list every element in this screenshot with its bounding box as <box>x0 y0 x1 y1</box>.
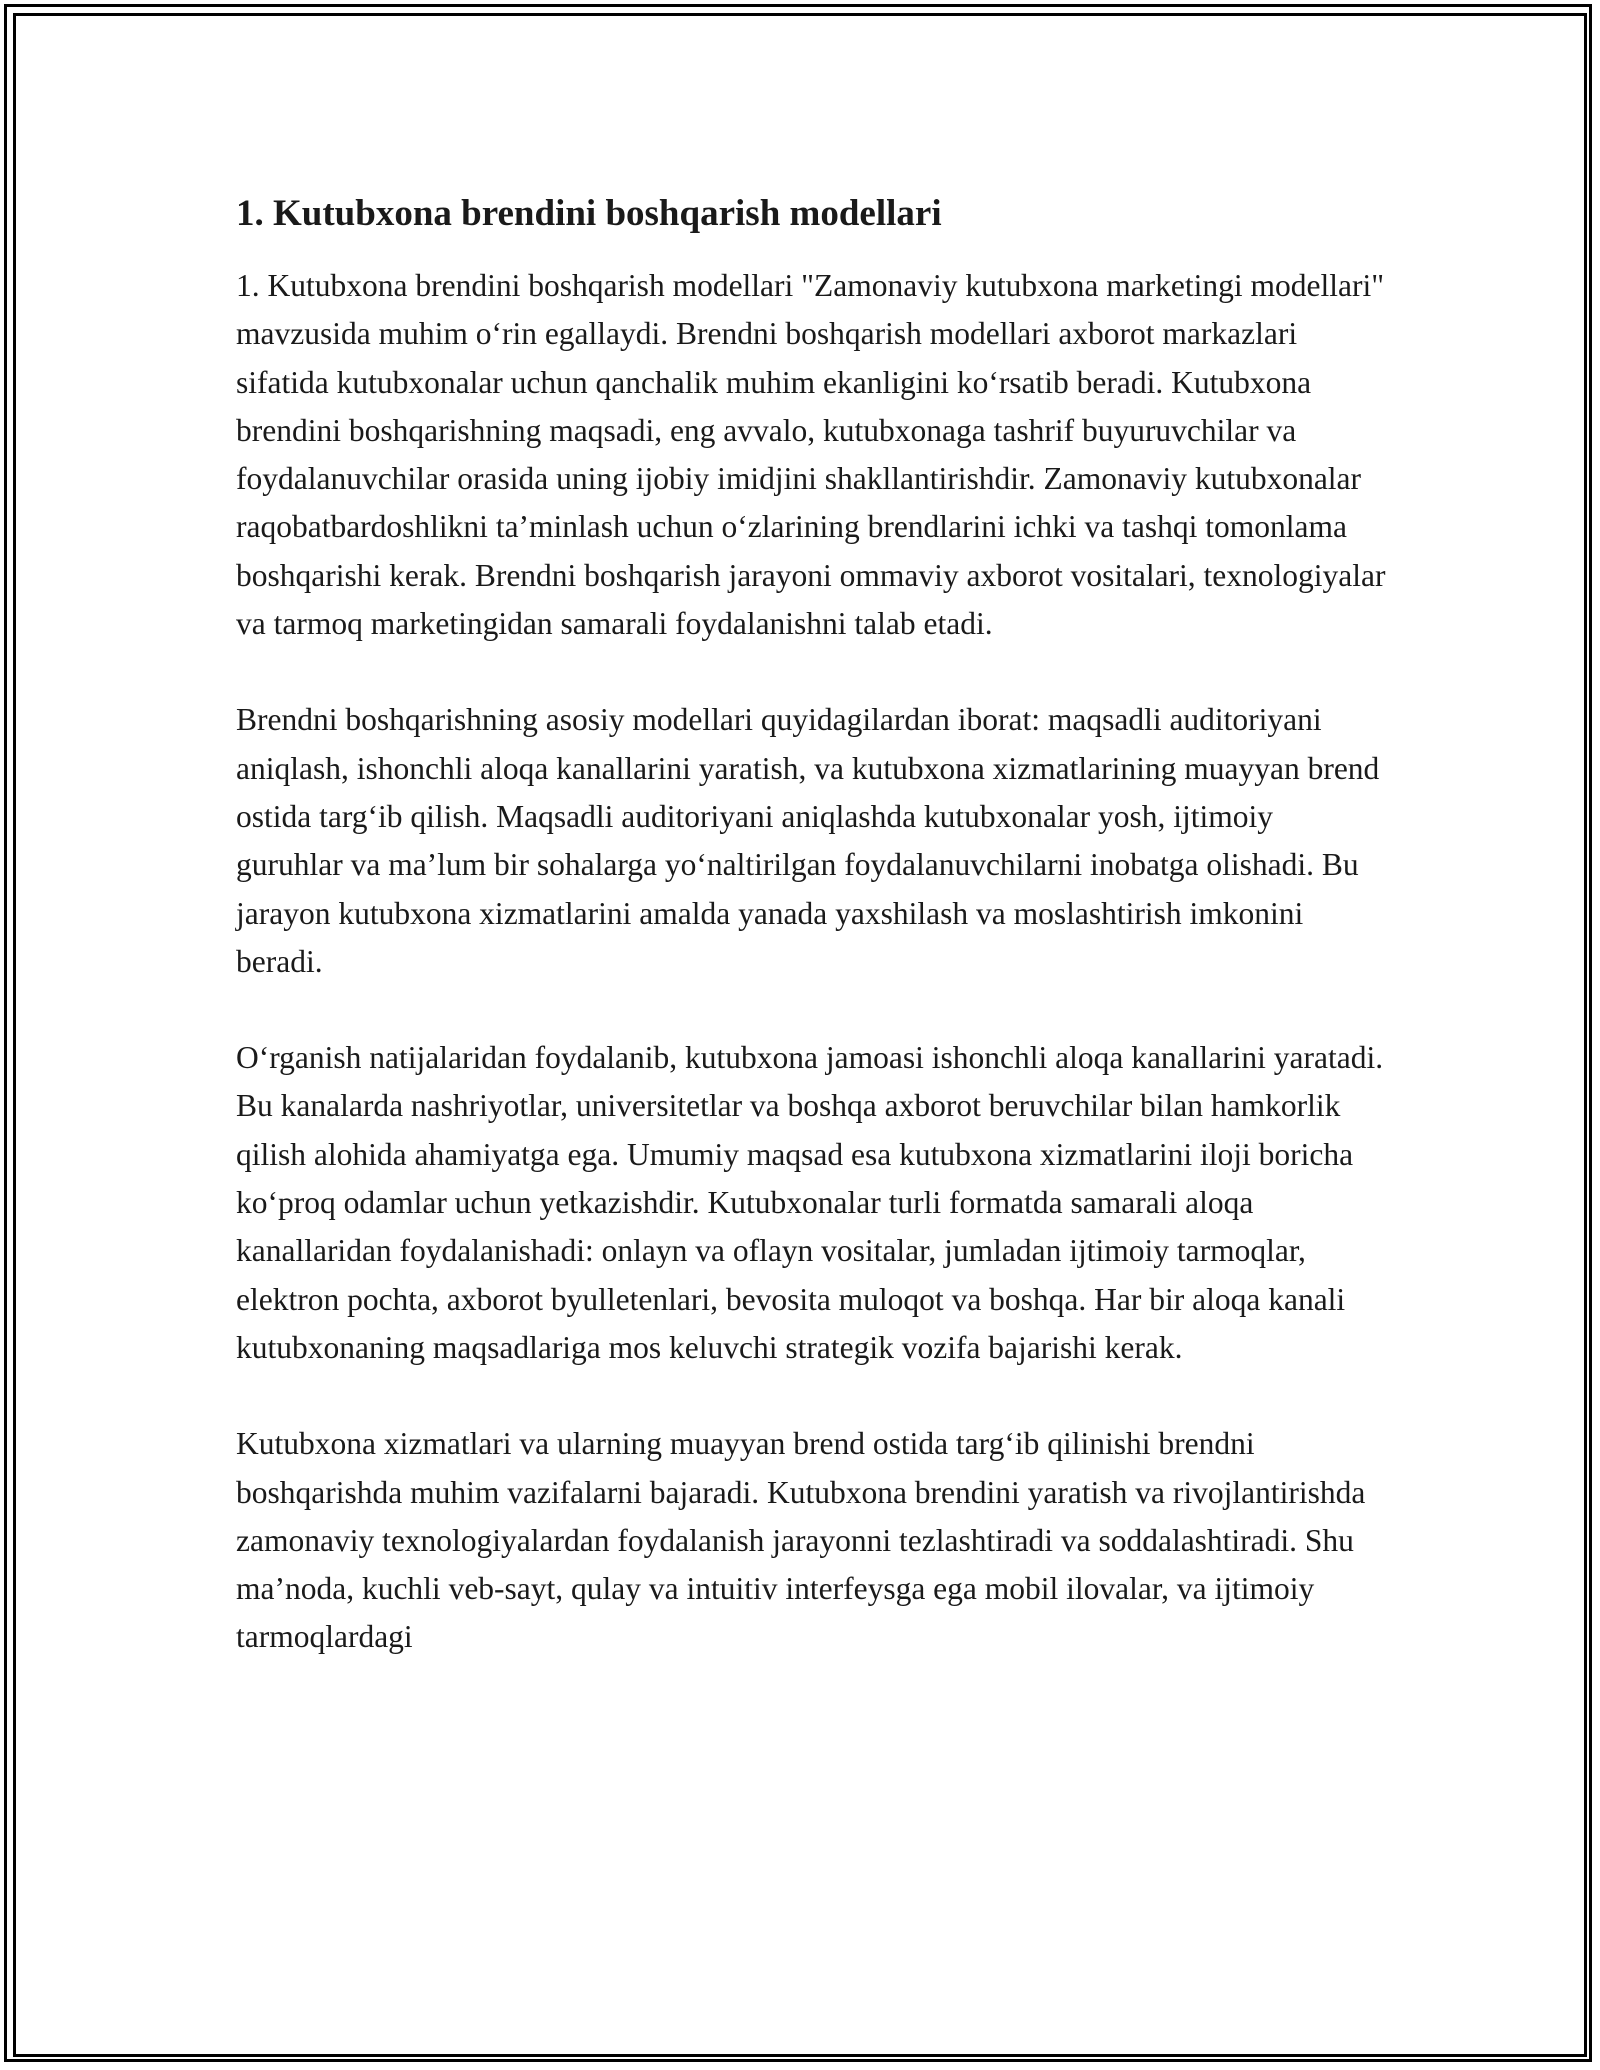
paragraph-3: O‘rganish natijalaridan foydalanib, kutubxona jamoasi ishonchli aloqa kanallarini yaratadi. Bu kanalarda nashriyotlar, universitetlar va boshqa axborot beruvchilar bilan hamkorlik qilish alohida ahamiyatga ega. Umumiy maqsad esa kutubxona xizmatlarini iloji boricha ko‘proq odamlar uchun yetkazishdir. Kutubxonalar turli formatda samarali aloqa kanallaridan foydalanishadi: onlayn va oflayn vositalar, jumladan ijtimoiy tarmoqlar, elektron pochta, axborot byulletenlari, bevosita muloqot va boshqa. Har bir aloqa kanali kutubxonaning maqsadlariga mos keluvchi strategik vozifa bajarishi kerak. <box>236 1040 1384 1365</box>
document-body <box>236 188 1386 1710</box>
paragraph-4: Kutubxona xizmatlari va ularning muayyan brend ostida targ‘ib qilinishi brendni boshqarishda muhim vazifalarni bajaradi. Kutubxona brendini yaratish va rivojlantirishda zamonaviy texnologiyalardan foydalanish jarayonni tezlashtiradi va soddalashtiradi. Shu ma’noda, kuchli veb-sayt, qulay va intuitiv interfeysga ega mobil ilovalar, va ijtimoiy tarmoqlardagi <box>236 1426 1366 1655</box>
paragraph-2: Brendni boshqarishning asosiy modellari quyidagilardan iborat: maqsadli auditoriyani aniqlash, ishonchli aloqa kanallarini yaratish, va kutubxona xizmatlarining muayyan brend ostida targ‘ib qilish. Maqsadli auditoriyani aniqlashda kutubxonalar yosh, ijtimoiy guruhlar va ma’lum bir sohalarga yo‘naltirilgan foydalanuvchilarni inobatga olishadi. Bu jarayon kutubxona xizmatlarini amalda yanada yaxshilash va moslashtirish imkonini beradi. <box>236 702 1380 979</box>
paragraph-1: 1. Kutubxona brendini boshqarish modellari "Zamonaviy kutubxona marketingi modellari" mavzusida muhim o‘rin egallaydi. Brendni boshqarish modellari axborot markazlari sifatida kutubxonalar uchun qanchalik muhim ekanligini ko‘rsatib beradi. Kutubxona brendini boshqarishning maqsadi, eng avvalo, kutubxonaga tashrif buyuruvchilar va foydalanuvchilar orasida uning ijobiy imidjini shakllantirishdir. Zamonaviy kutubxonalar raqobatbardoshlikni ta’minlash uchun o‘zlarining brendlarini ichki va tashqi tomonlama boshqarishi kerak. Brendni boshqarish jarayoni ommaviy axborot vositalari, texnologiyalar va tarmoq marketingidan samarali foydalanishni talab etadi. <box>236 268 1386 642</box>
document-title: 1. Kutubxona brendini boshqarish modellari <box>236 193 942 234</box>
